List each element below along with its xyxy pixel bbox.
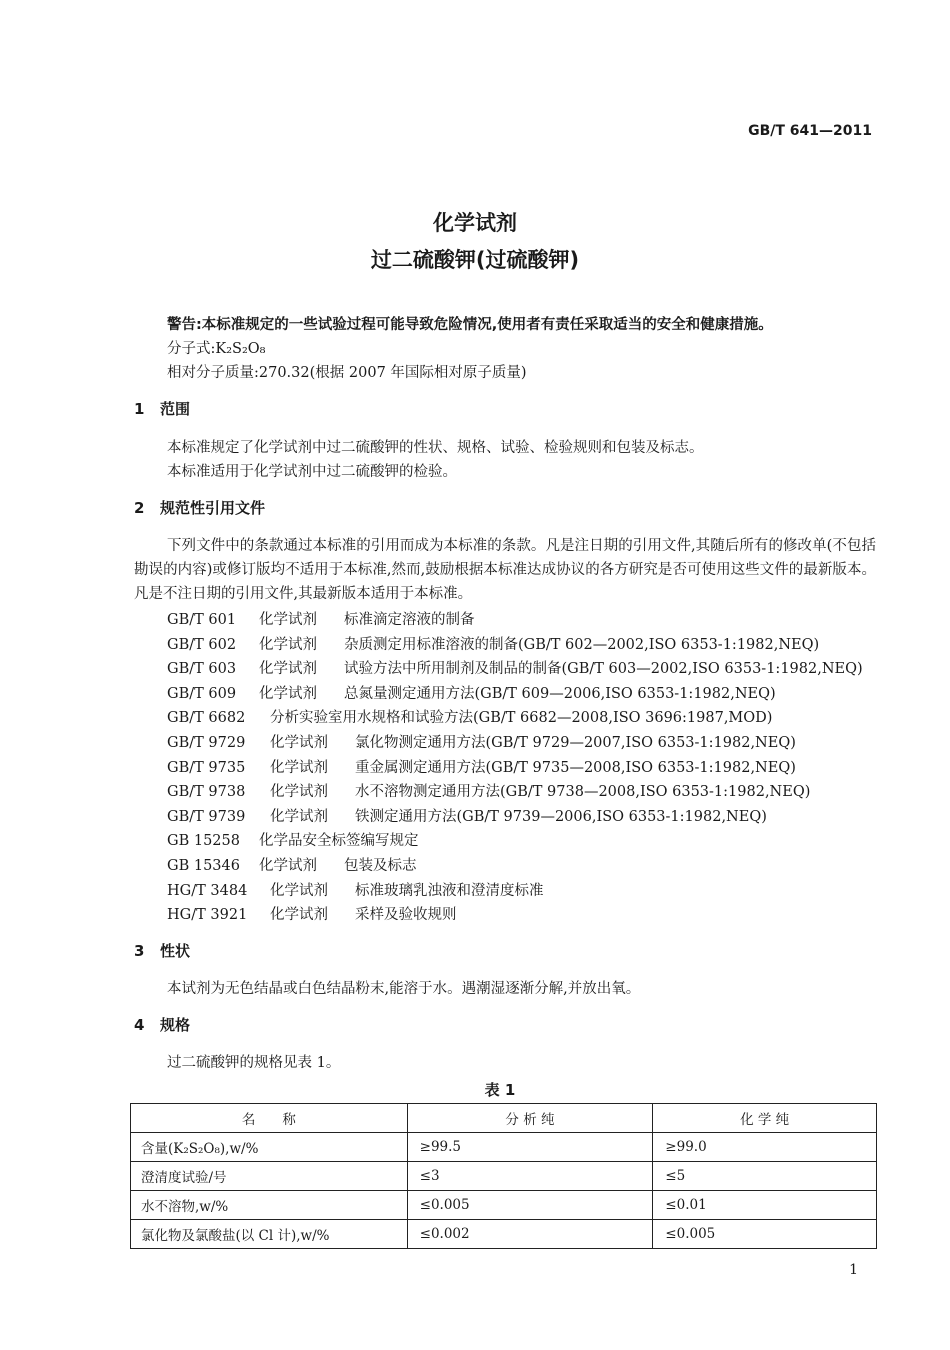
reference-item [167,657,863,678]
title-line-1: 化学试剂 [433,211,517,235]
reference-code: GB/T 601 [167,612,237,628]
reference-item [167,682,776,703]
molecular-formula: 分子式:K₂S₂O₈ [167,341,266,357]
section-number: 1 [134,400,145,418]
reference-category: 化学试剂 [259,858,317,874]
molar-mass: 相对分子质量:270.32(根据 2007 年国际相对原子质量) [167,365,527,381]
section-title: 范围 [160,400,191,418]
chemical-value-cell: ≤0.005 [653,1220,877,1249]
section-4-heading [134,1014,190,1035]
reference-item [167,633,819,654]
spec-table [130,1103,877,1249]
section-title: 规范性引用文件 [160,499,266,517]
standard-code: GB/T 641—2011 [748,123,872,139]
reference-item [167,706,772,727]
reference-description: 试验方法中所用制剂及制品的制备(GB/T 603—2002,ISO 6353-1:1982,NEQ) [344,661,863,677]
reference-category: 化学试剂 [270,735,328,751]
reference-item [167,854,417,875]
item-name-cell: 水不溶物,w/% [131,1191,408,1220]
reference-description: 重金属测定通用方法(GB/T 9735—2008,ISO 6353-1:1982,NEQ) [355,760,796,776]
scope-paragraph-1: 本标准规定了化学试剂中过二硫酸钾的性状、规格、试验、检验规则和包装及标志。 [167,440,704,456]
reference-description: 杂质测定用标准溶液的制备(GB/T 602—2002,ISO 6353-1:1982,NEQ) [344,637,820,653]
reference-code: GB 15346 [167,858,240,874]
reference-description: 总氮量测定通用方法(GB/T 609—2006,ISO 6353-1:1982,NEQ) [344,686,776,702]
reference-category: 化学试剂 [270,883,328,899]
reference-description: 氯化物测定通用方法(GB/T 9729—2007,ISO 6353-1:1982,NEQ) [355,735,796,751]
reference-item [167,780,810,801]
reference-item [167,903,457,924]
reference-description: 铁测定通用方法(GB/T 9739—2006,ISO 6353-1:1982,NEQ) [355,809,767,825]
reference-code: GB/T 603 [167,661,237,677]
section-title: 性状 [160,942,191,960]
reference-category: 化学试剂 [270,760,328,776]
references-intro: 下列文件中的条款通过本标准的引用而成为本标准的条款。凡是注日期的引用文件,其随后所有的修改单(不包括勘误的内容)或修订版均不适用于本标准,然而,鼓励根据本标准达成协议的各方研究是否可使用这些文件的最新版本。凡是不注日期的引用文件,其最新版本适用于本标准。 [134,538,876,602]
section-number: 2 [134,499,145,517]
reference-item [167,756,796,777]
chemical-value-cell: ≥99.0 [653,1133,877,1162]
item-name-cell: 澄清度试验/号 [131,1162,408,1191]
reference-code: HG/T 3484 [167,883,248,899]
reference-description: 水不溶物测定通用方法(GB/T 9738—2008,ISO 6353-1:1982,NEQ) [355,784,811,800]
reference-description: 分析实验室用水规格和试验方法(GB/T 6682—2008,ISO 3696:1987,MOD) [270,710,773,726]
reference-category: 化学试剂 [270,907,328,923]
reference-category: 化学试剂 [270,784,328,800]
section-2-heading [134,497,265,518]
properties-text: 本试剂为无色结晶或白色结晶粉末,能溶于水。遇潮湿逐渐分解,并放出氧。 [167,981,641,997]
reference-description: 标准滴定溶液的制备 [344,612,475,628]
reference-code: GB/T 9735 [167,760,246,776]
reference-category: 化学试剂 [259,686,317,702]
reference-code: GB/T 9739 [167,809,246,825]
reference-category: 化学试剂 [259,612,317,628]
section-number: 3 [134,942,145,960]
chemical-value-cell: ≤0.01 [653,1191,877,1220]
item-name-cell: 氯化物及氯酸盐(以 Cl 计),w/% [131,1220,408,1249]
reference-code: GB/T 6682 [167,710,246,726]
reference-item [167,608,475,629]
header-name: 名 称 [131,1104,408,1133]
section-3-heading [134,940,190,961]
reference-item [167,829,419,850]
analytical-value-cell: ≤3 [407,1162,653,1191]
analytical-value-cell: ≤0.005 [407,1191,653,1220]
spec-intro: 过二硫酸钾的规格见表 1。 [167,1055,341,1071]
page-number: 1 [849,1262,858,1278]
section-number: 4 [134,1016,145,1034]
chemical-value-cell: ≤5 [653,1162,877,1191]
reference-category: 化学试剂 [259,661,317,677]
table-header-row [131,1104,877,1133]
scope-paragraph-2: 本标准适用于化学试剂中过二硫酸钾的检验。 [167,464,457,480]
item-name-cell: 含量(K₂S₂O₈),w/% [131,1133,408,1162]
reference-code: GB 15258 [167,833,240,849]
section-1-heading [134,398,190,419]
warning-text: 警告:本标准规定的一些试验过程可能导致危险情况,使用者有责任采取适当的安全和健康措施。 [167,317,773,333]
header-chemical-pure: 化 学 纯 [653,1104,877,1133]
reference-category: 化学试剂 [270,809,328,825]
title-line-2: 过二硫酸钾(过硫酸钾) [370,248,580,272]
reference-category: 化学试剂 [259,637,317,653]
reference-item [167,879,544,900]
reference-code: GB/T 9738 [167,784,246,800]
reference-code: GB/T 602 [167,637,237,653]
table-caption: 表 1 [484,1081,516,1099]
table-row [131,1162,877,1191]
table-row [131,1133,877,1162]
reference-description: 包装及标志 [344,858,417,874]
section-title: 规格 [160,1016,191,1034]
reference-description: 标准玻璃乳浊液和澄清度标准 [355,883,544,899]
table-row [131,1191,877,1220]
analytical-value-cell: ≤0.002 [407,1220,653,1249]
reference-code: HG/T 3921 [167,907,248,923]
reference-item [167,731,796,752]
table-row [131,1220,877,1249]
reference-code: GB/T 609 [167,686,237,702]
reference-description: 化学品安全标签编写规定 [259,833,419,849]
reference-description: 采样及验收规则 [355,907,457,923]
reference-code: GB/T 9729 [167,735,246,751]
analytical-value-cell: ≥99.5 [407,1133,653,1162]
reference-item [167,805,767,826]
header-analytical-reagent: 分 析 纯 [407,1104,653,1133]
